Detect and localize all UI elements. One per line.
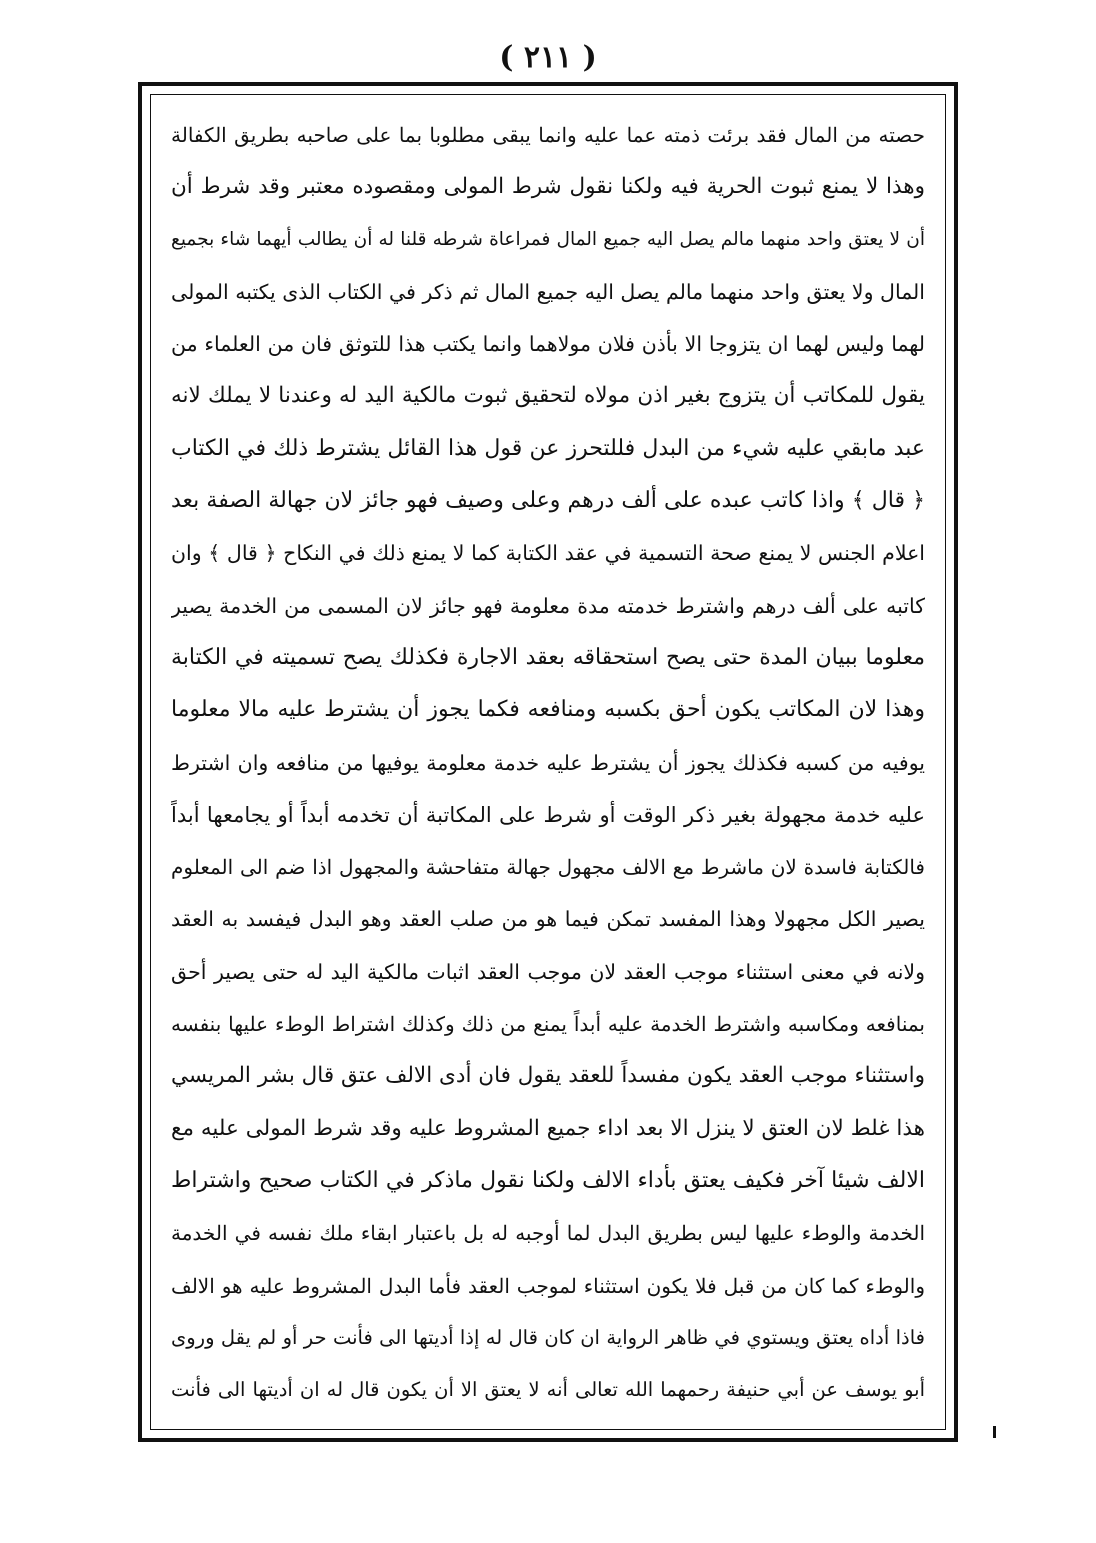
text-line: عبد مابقي عليه شيء من البدل فللتحرز عن قول هذا القائل يشترط ذلك في الكتاب (171, 435, 925, 461)
page-number: ( ٢١١ ) (499, 40, 597, 75)
text-line: بمنافعه ومكاسبه واشترط الخدمة عليه أبداً يمنع من ذلك وكذلك اشتراط الوطء عليها بنفسه (171, 1012, 925, 1037)
text-line: الخدمة والوطء عليها ليس بطريق البدل لما أوجبه له بل باعتبار ابقاء ملك نفسه في الخدمة (171, 1221, 925, 1246)
text-line: يصير الكل مجهولا وهذا المفسد تمكن فيما هو من صلب العقد وهو البدل فيفسد به العقد (171, 907, 925, 932)
text-line: ولانه في معنى استثناء موجب العقد لان موجب العقد اثبات مالكية اليد له حتى يصير أحق (171, 959, 925, 984)
text-line: يقول للمكاتب أن يتزوج بغير اذن مولاه لتحقيق ثبوت مالكية اليد له وعندنا لا يملك لانه (171, 383, 925, 409)
text-line: لهما وليس لهما ان يتزوجا الا بأذن فلان مولاهما وانما يكتب هذا للتوثق فان من العلماء من (171, 332, 925, 357)
text-line: الالف شيئا آخر فكيف يعتق بأداء الالف ولكنا نقول ماذكر في الكتاب صحيح واشتراط (171, 1167, 925, 1193)
text-line: وهذا لان المكاتب يكون أحق بكسبه ومنافعه فكما يجوز أن يشترط عليه مالا معلوما (171, 697, 925, 723)
text-line: فاذا أداه يعتق ويستوي في ظاهر الرواية ان كان قال له إذا أديتها الى فأنت حر أو لم يقل وروى (171, 1325, 925, 1349)
text-line: حصته من المال فقد برئت ذمته عما عليه وانما يبقى مطلوبا بما على صاحبه بطريق الكفالة (171, 123, 925, 147)
text-line: والوطء كما كان من قبل فلا يكون استثناء لموجب العقد فأما البدل المشروط عليه هو الالف (171, 1273, 925, 1298)
text-line: ﴿ قال ﴾ واذا كاتب عبده على ألف درهم وعلى وصيف فهو جائز لان جهالة الصفة بعد (171, 488, 925, 514)
text-line: المال ولا يعتق واحد منهما مالم يصل اليه جميع المال ثم ذكر في الكتاب الذى يكتبه المولى (171, 279, 925, 304)
text-line: واستثناء موجب العقد يكون مفسداً للعقد يقول فان أدى الالف عتق قال بشر المريسي (171, 1063, 925, 1089)
text-line: وهذا لا يمنع ثبوت الحرية فيه ولكنا نقول شرط المولى ومقصوده معتبر وقد شرط أن (171, 174, 925, 200)
text-line: اعلام الجنس لا يمنع صحة التسمية في عقد الكتابة كما لا يمنع ذلك في النكاح ﴿ قال ﴾ وان (171, 541, 925, 566)
text-line: أن لا يعتق واحد منهما مالم يصل اليه جميع المال فمراعاة شرطه قلنا له أن يطالب أيهما شاء بجميع (171, 228, 925, 250)
text-line: فالكتابة فاسدة لان ماشرط مع الالف مجهول جهالة متفاحشة والمجهول اذا ضم الى المعلوم (171, 855, 925, 880)
text-line: معلوما ببيان المدة حتى يصح استحقاقه بعقد الاجارة فكذلك يصح تسميته في الكتابة (171, 644, 925, 670)
text-line: أبو يوسف عن أبي حنيفة رحمهما الله تعالى أنه لا يعتق الا أن يكون قال له ان أديتها الى فأنت (171, 1378, 925, 1402)
margin-mark (993, 1426, 996, 1438)
page-border (138, 82, 958, 1442)
text-frame (150, 94, 946, 1430)
text-line: كاتبه على ألف درهم واشترط خدمته مدة معلومة فهو جائز لان المسمى من الخدمة يصير (171, 593, 925, 618)
text-line: هذا غلط لان العتق لا ينزل الا بعد اداء جميع المشروط عليه وقد شرط المولى عليه مع (171, 1115, 925, 1141)
text-line: يوفيه من كسبه فكذلك يجوز أن يشترط عليه خدمة معلومة يوفيها من منافعه وان اشترط (171, 750, 925, 775)
text-body (171, 109, 925, 1416)
text-line: عليه خدمة مجهولة بغير ذكر الوقت أو شرط على المكاتبة أن تخدمه أبداً أو يجامعها أبداً (171, 802, 925, 827)
